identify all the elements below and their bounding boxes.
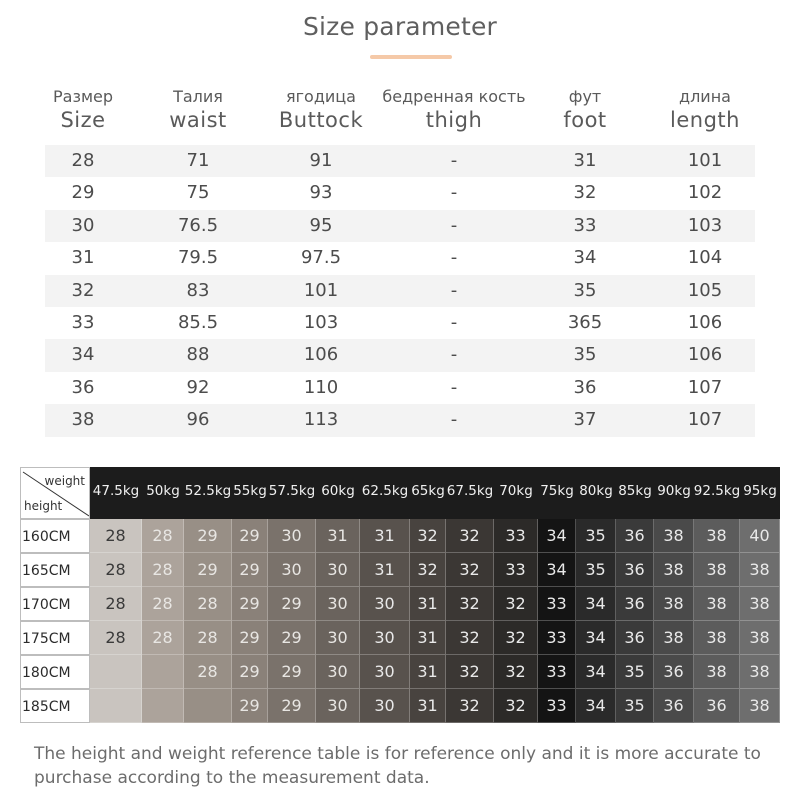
size-cell: 28 [142, 587, 184, 621]
size-cell: 32 [494, 655, 538, 689]
table-cell: 102 [687, 182, 723, 204]
table-cell: 34 [573, 247, 597, 269]
size-cell: 28 [90, 553, 142, 587]
table-cell: 75 [186, 182, 210, 204]
title-underline [370, 55, 452, 59]
table-cell: 104 [687, 247, 723, 269]
table-cell: 96 [186, 409, 210, 431]
size-cell [142, 689, 184, 723]
size-cell: 29 [232, 553, 268, 587]
size-cell: 34 [576, 689, 616, 723]
weight-column-label: 50kg [146, 483, 180, 499]
size-cell: 30 [316, 621, 360, 655]
table-cell: 105 [687, 279, 723, 301]
table-cell: 38 [71, 409, 95, 431]
size-cell: 30 [360, 689, 410, 723]
height-row-label: 170CM [20, 587, 90, 621]
size-cell: 32 [446, 689, 494, 723]
table-cell: - [450, 409, 458, 431]
size-cell: 28 [142, 519, 184, 553]
size-cell: 31 [410, 655, 446, 689]
table-cell: 36 [71, 376, 95, 398]
table-cell: 32 [71, 279, 95, 301]
height-row-label: 175CM [20, 621, 90, 655]
size-cell: 29 [268, 689, 316, 723]
size-cell: 32 [494, 689, 538, 723]
table-cell: 33 [573, 214, 597, 236]
column-header-ru: Талия [173, 87, 223, 106]
size-cell: 34 [538, 519, 576, 553]
size-cell: 29 [184, 553, 232, 587]
size-cell: 30 [360, 655, 410, 689]
corner-weight-label: weight [44, 474, 85, 488]
size-cell: 31 [316, 519, 360, 553]
table-cell: 31 [71, 247, 95, 269]
size-cell: 28 [184, 655, 232, 689]
table-cell: - [450, 247, 458, 269]
size-cell: 38 [654, 519, 694, 553]
column-header-en: waist [169, 108, 227, 132]
table-cell: 103 [303, 311, 339, 333]
column-header-en: length [670, 108, 740, 132]
size-cell: 38 [740, 689, 780, 723]
size-cell: 30 [360, 621, 410, 655]
column-header-ru: фут [568, 87, 602, 106]
size-cell: 29 [232, 587, 268, 621]
size-cell: 38 [654, 621, 694, 655]
table-cell: 85.5 [177, 311, 219, 333]
table-cell: - [450, 279, 458, 301]
size-cell: 33 [494, 553, 538, 587]
table-cell: 365 [567, 311, 603, 333]
size-cell: 36 [654, 655, 694, 689]
table-cell: 95 [309, 214, 333, 236]
column-header-ru: длина [679, 87, 731, 106]
table-cell: 30 [71, 214, 95, 236]
size-cell: 36 [654, 689, 694, 723]
size-cell: 28 [142, 553, 184, 587]
size-cell: 35 [616, 655, 654, 689]
size-cell: 32 [446, 519, 494, 553]
table-cell: 106 [303, 344, 339, 366]
size-cell: 38 [694, 553, 740, 587]
size-cell: 36 [616, 587, 654, 621]
table-cell: 37 [573, 409, 597, 431]
size-cell: 29 [232, 519, 268, 553]
column-header [169, 86, 227, 132]
table-cell: - [450, 150, 458, 171]
table-cell: 107 [687, 376, 723, 398]
weight-column-label: 65kg [411, 483, 445, 499]
size-cell: 29 [268, 655, 316, 689]
size-cell: 35 [616, 689, 654, 723]
table-row [45, 210, 755, 242]
size-cell: 35 [576, 519, 616, 553]
size-cell: 32 [494, 587, 538, 621]
table-cell: 71 [186, 150, 210, 171]
size-cell: 38 [654, 587, 694, 621]
size-cell: 30 [268, 519, 316, 553]
size-cell: 33 [494, 519, 538, 553]
size-cell: 31 [410, 689, 446, 723]
weight-column-label: 95kg [743, 483, 777, 499]
table-cell: 36 [573, 376, 597, 398]
size-cell: 28 [90, 621, 142, 655]
table-row [45, 339, 755, 371]
size-cell: 34 [576, 587, 616, 621]
column-header-en: Buttock [278, 108, 364, 132]
height-row-label: 180CM [20, 655, 90, 689]
size-cell: 36 [616, 621, 654, 655]
size-cell: 28 [142, 621, 184, 655]
table-cell: 103 [687, 214, 723, 236]
column-header-ru: Размер [52, 87, 114, 106]
size-cell: 38 [740, 587, 780, 621]
table-cell: 101 [687, 150, 723, 171]
table-cell: 28 [71, 150, 95, 171]
table-row [45, 177, 755, 209]
size-cell: 29 [232, 655, 268, 689]
size-cell: 35 [576, 553, 616, 587]
size-cell [184, 689, 232, 723]
height-row-label: 160CM [20, 519, 90, 553]
size-cell: 33 [538, 587, 576, 621]
size-cell: 33 [538, 689, 576, 723]
table-cell: 106 [687, 311, 723, 333]
table-row [45, 145, 755, 177]
size-cell: 32 [446, 553, 494, 587]
size-cell: 38 [694, 621, 740, 655]
column-header-ru: бедренная кость [382, 87, 526, 106]
column-header-en: Size [60, 108, 106, 132]
size-cell: 30 [316, 587, 360, 621]
size-cell: 38 [694, 587, 740, 621]
size-table [45, 145, 755, 437]
size-cell: 34 [576, 655, 616, 689]
column-header [279, 86, 363, 132]
weight-column-label: 47.5kg [92, 483, 140, 499]
table-cell: 83 [186, 279, 210, 301]
size-cell: 38 [740, 655, 780, 689]
size-cell: 31 [360, 519, 410, 553]
table-cell: 35 [573, 344, 597, 366]
size-cell: 34 [538, 553, 576, 587]
table-cell: 34 [71, 344, 95, 366]
height-row-label: 185CM [20, 689, 90, 723]
weight-column-label: 57.5kg [268, 483, 316, 499]
size-cell: 36 [616, 553, 654, 587]
table-cell: 107 [687, 409, 723, 431]
size-cell: 40 [740, 519, 780, 553]
size-cell: 33 [538, 655, 576, 689]
size-cell: 29 [268, 587, 316, 621]
weight-column-label: 85kg [618, 483, 652, 499]
table-cell: 97.5 [300, 247, 342, 269]
size-cell: 32 [410, 553, 446, 587]
table-cell: 32 [573, 182, 597, 204]
size-cell: 32 [410, 519, 446, 553]
size-cell: 32 [494, 621, 538, 655]
corner-height-label: height [24, 499, 63, 513]
size-cell [90, 655, 142, 689]
size-cell: 30 [316, 689, 360, 723]
table-cell: 35 [573, 279, 597, 301]
table-row [45, 307, 755, 339]
table-row [45, 404, 755, 436]
table-cell: 79.5 [177, 247, 219, 269]
size-cell: 30 [360, 587, 410, 621]
size-cell: 38 [740, 553, 780, 587]
table-cell: 101 [303, 279, 339, 301]
table-cell: - [450, 214, 458, 236]
table-cell: 91 [309, 150, 333, 171]
size-cell: 32 [446, 621, 494, 655]
weight-column-label: 67.5kg [446, 483, 494, 499]
weight-column-label: 62.5kg [361, 483, 409, 499]
size-cell [142, 655, 184, 689]
size-cell: 29 [232, 621, 268, 655]
table-cell: 113 [303, 409, 339, 431]
size-cell: 31 [360, 553, 410, 587]
table-cell: 29 [71, 182, 95, 204]
size-cell: 28 [90, 587, 142, 621]
size-cell: 30 [268, 553, 316, 587]
size-cell: 30 [316, 553, 360, 587]
size-cell: 38 [694, 519, 740, 553]
table-cell: 93 [309, 182, 333, 204]
table-cell: - [450, 182, 458, 204]
size-cell: 33 [538, 621, 576, 655]
column-header-en: foot [563, 108, 607, 132]
size-cell: 38 [654, 553, 694, 587]
size-cell: 32 [446, 655, 494, 689]
weight-column-label: 75kg [540, 483, 574, 499]
column-header-ru: ягодица [286, 87, 356, 106]
table-cell: 31 [573, 150, 597, 171]
size-cell: 36 [616, 519, 654, 553]
weight-column-label: 52.5kg [184, 483, 232, 499]
page-title: Size parameter [302, 12, 498, 41]
weight-column-label: 80kg [579, 483, 613, 499]
column-header-en: thigh [425, 108, 483, 132]
column-header [670, 86, 740, 132]
size-cell: 29 [184, 519, 232, 553]
size-cell: 29 [268, 621, 316, 655]
table-cell: 33 [71, 311, 95, 333]
column-header [563, 86, 606, 132]
size-cell: 31 [410, 621, 446, 655]
size-cell: 28 [184, 587, 232, 621]
weight-column-label: 60kg [321, 483, 355, 499]
size-cell [90, 689, 142, 723]
table-cell: - [450, 376, 458, 398]
size-cell: 28 [90, 519, 142, 553]
weight-column-label: 55kg [233, 483, 267, 499]
table-cell: 76.5 [177, 214, 219, 236]
table-cell: 110 [303, 376, 339, 398]
size-cell: 32 [446, 587, 494, 621]
table-cell: - [450, 344, 458, 366]
height-weight-grid [20, 467, 780, 727]
size-cell: 38 [740, 621, 780, 655]
column-header [53, 86, 113, 132]
table-cell: 88 [186, 344, 210, 366]
height-row-label: 165CM [20, 553, 90, 587]
table-cell: - [450, 311, 458, 333]
weight-column-label: 70kg [499, 483, 533, 499]
table-cell: 106 [687, 344, 723, 366]
size-cell: 34 [576, 621, 616, 655]
table-cell: 92 [186, 376, 210, 398]
grid-corner [20, 467, 90, 519]
table-row [45, 242, 755, 274]
weight-column-label: 90kg [657, 483, 691, 499]
size-cell: 31 [410, 587, 446, 621]
size-cell: 38 [694, 655, 740, 689]
weight-column-label: 92.5kg [693, 483, 741, 499]
size-cell: 30 [316, 655, 360, 689]
table-row [45, 372, 755, 404]
table-row [45, 275, 755, 307]
reference-note: The height and weight reference table is for reference only and it is more accurate to purchase according to the measurement data. [34, 744, 761, 788]
size-cell: 36 [694, 689, 740, 723]
size-cell: 29 [232, 689, 268, 723]
size-cell: 28 [184, 621, 232, 655]
column-header [382, 86, 525, 132]
